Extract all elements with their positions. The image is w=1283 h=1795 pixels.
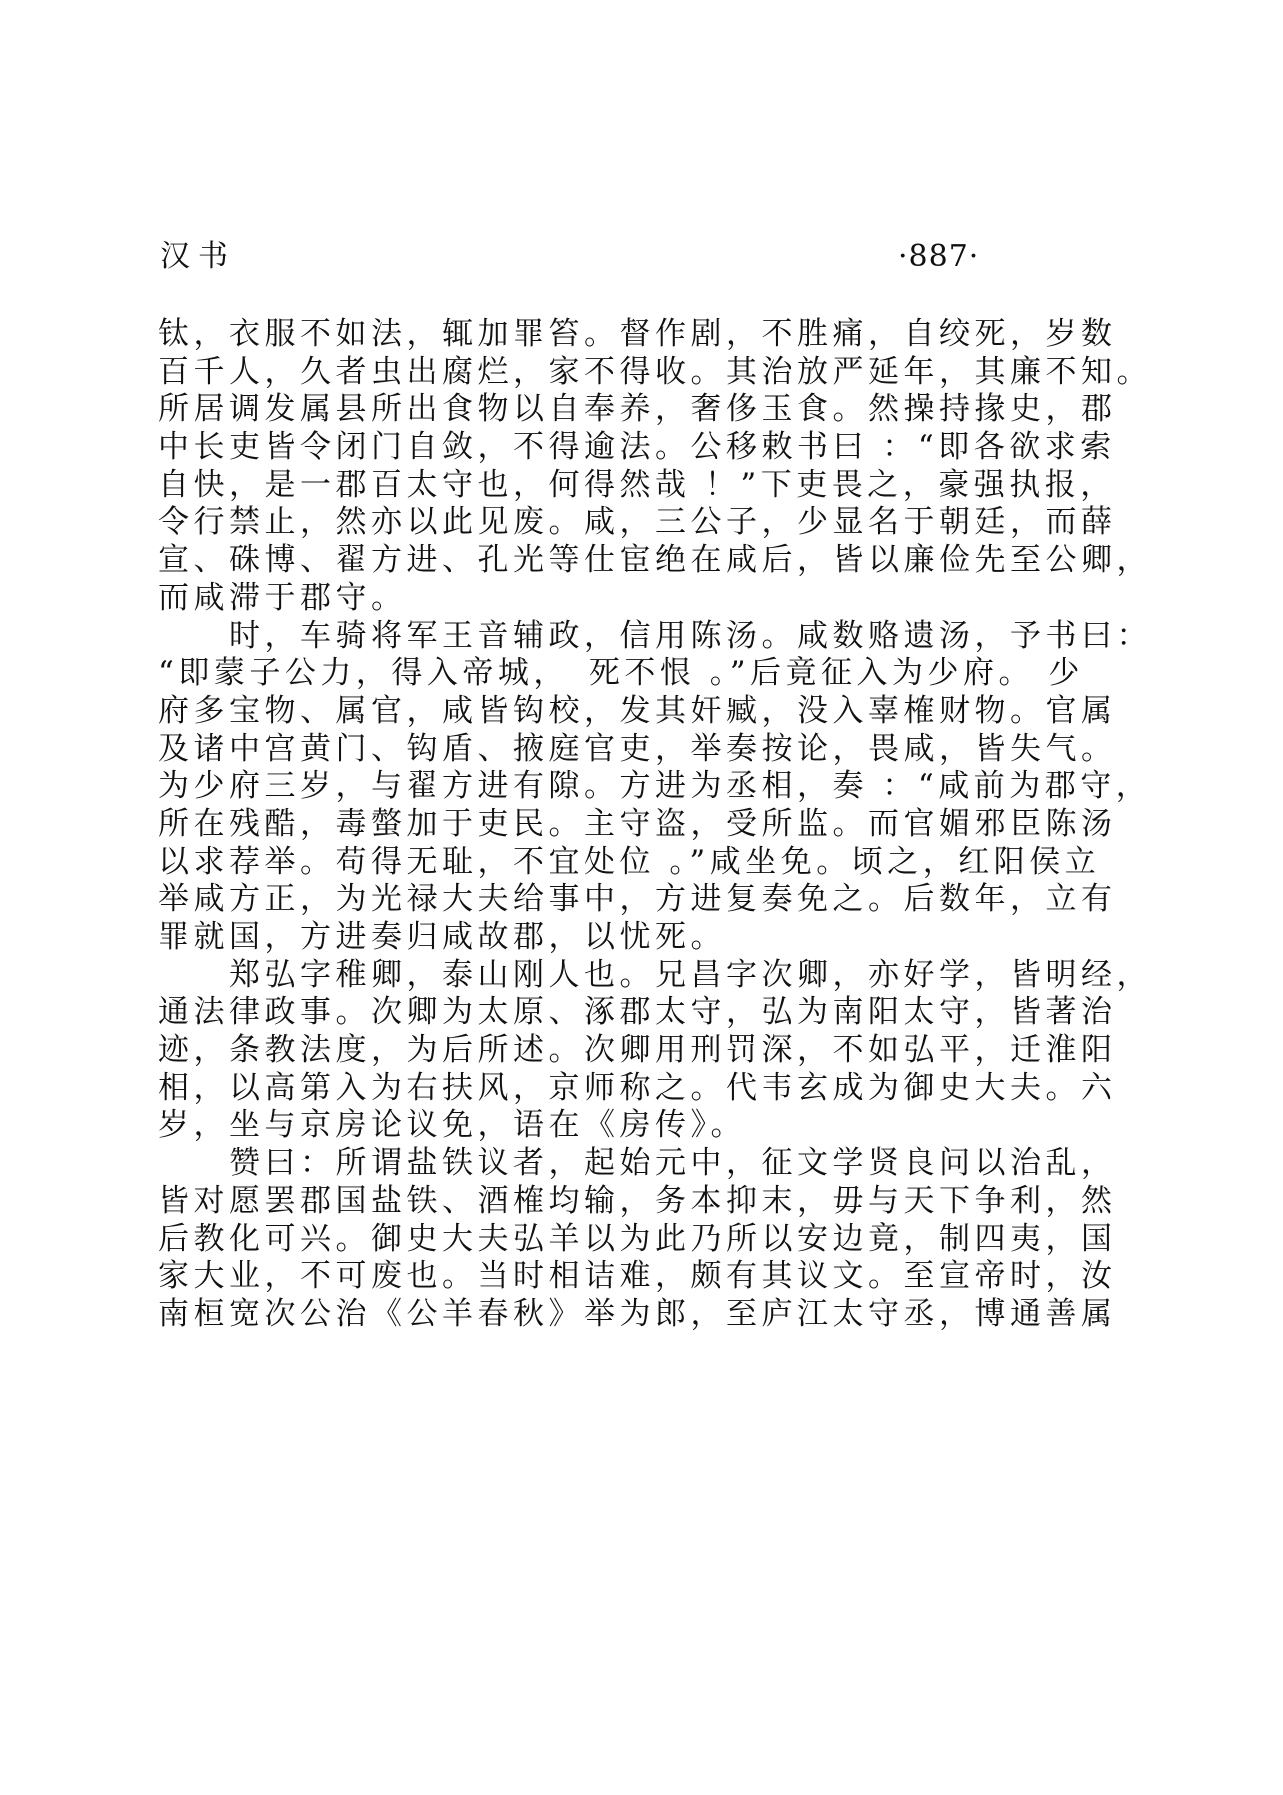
text-line: 赞曰：所谓盐铁议者，起始元中，征文学贤良问以治乱，	[158, 1145, 1117, 1182]
text-line: 百千人，久者虫出腐烂，家不得收。其治放严延年，其廉不知。	[158, 353, 1152, 390]
text-line: 中长吏皆令闭门自敛，不得逾法。公移敕书曰 ：“即各欲求索	[158, 429, 1116, 466]
running-title: 汉书	[160, 239, 236, 274]
text-line: 家大业，不可废也。当时相诘难，颇有其议文。至宣帝时，汝	[158, 1258, 1117, 1295]
text-line: 相，以高第入为右扶风，京师称之。代韦玄成为御史大夫。六	[158, 1069, 1117, 1106]
text-line: 所在残酷，毒螫加于吏民。主守盗，受所监。而官媚邪臣陈汤	[158, 805, 1117, 842]
text-line: 自快，是一郡百太守也，何得然哉 ！”下吏畏之，豪强执报，	[158, 466, 1116, 503]
text-line: “即蒙子公力，得入帝城， 死不恨 。”后竟征入为少府。 少	[158, 655, 1084, 692]
text-line: 皆对愿罢郡国盐铁、酒榷均输，务本抑末，毋与天下争利，然	[158, 1182, 1117, 1219]
text-line: 时，车骑将军王音辅政，信用陈汤。咸数赂遗汤，予书曰：	[158, 617, 1152, 654]
body-text	[158, 316, 1152, 1334]
text-line: 为少府三岁，与翟方进有隙。方进为丞相，奏 ：“咸前为郡守，	[158, 768, 1152, 805]
text-line: 罪就国，方进奏归咸故郡，以忧死。	[158, 919, 726, 955]
text-line: 岁，坐与京房论议免，语在《房传》。	[158, 1107, 746, 1144]
text-line: 以求荐举。苟得无耻，不宜处位 。”咸坐免。顷之，红阳侯立	[158, 843, 1101, 880]
text-line: 及诸中宫黄门、钩盾、掖庭官吏，举奏按论，畏咸，皆失气。	[158, 730, 1117, 767]
text-line: 迹，条教法度，为后所述。次卿用刑罚深，不如弘平，迁淮阳	[158, 1032, 1117, 1069]
text-line: 郑弘字稚卿，泰山刚人也。兄昌字次卿，亦好学，皆明经，	[158, 956, 1152, 993]
text-line: 宣、硃博、翟方进、孔光等仕宦绝在咸后，皆以廉俭先至公卿，	[158, 542, 1152, 579]
text-line: 府多宝物、属官，咸皆钩校，发其奸臧，没入辜榷财物。官属	[158, 692, 1117, 729]
text-line: 所居调发属县所出食物以自奉养，奢侈玉食。然操持掾史，郡	[158, 391, 1117, 428]
text-line: 钛，衣服不如法，辄加罪笞。督作剧，不胜痛，自绞死，岁数	[158, 316, 1117, 352]
text-line: 令行禁止，然亦以此见废。咸，三公子，少显名于朝廷，而薛	[158, 504, 1117, 541]
text-line: 通法律政事。次卿为太原、涿郡太守，弘为南阳太守，皆著治	[158, 994, 1117, 1031]
text-line: 举咸方正，为光禄大夫给事中，方进复奏免之。后数年，立有	[158, 881, 1117, 918]
text-line: 而咸滞于郡守。	[158, 579, 407, 616]
text-line: 后教化可兴。御史大夫弘羊以为此乃所以安边竟，制四夷，国	[158, 1220, 1117, 1257]
page-number: ·887·	[898, 239, 980, 274]
text-line: 南桓宽次公治《公羊春秋》举为郎，至庐江太守丞，博通善属	[158, 1295, 1117, 1332]
